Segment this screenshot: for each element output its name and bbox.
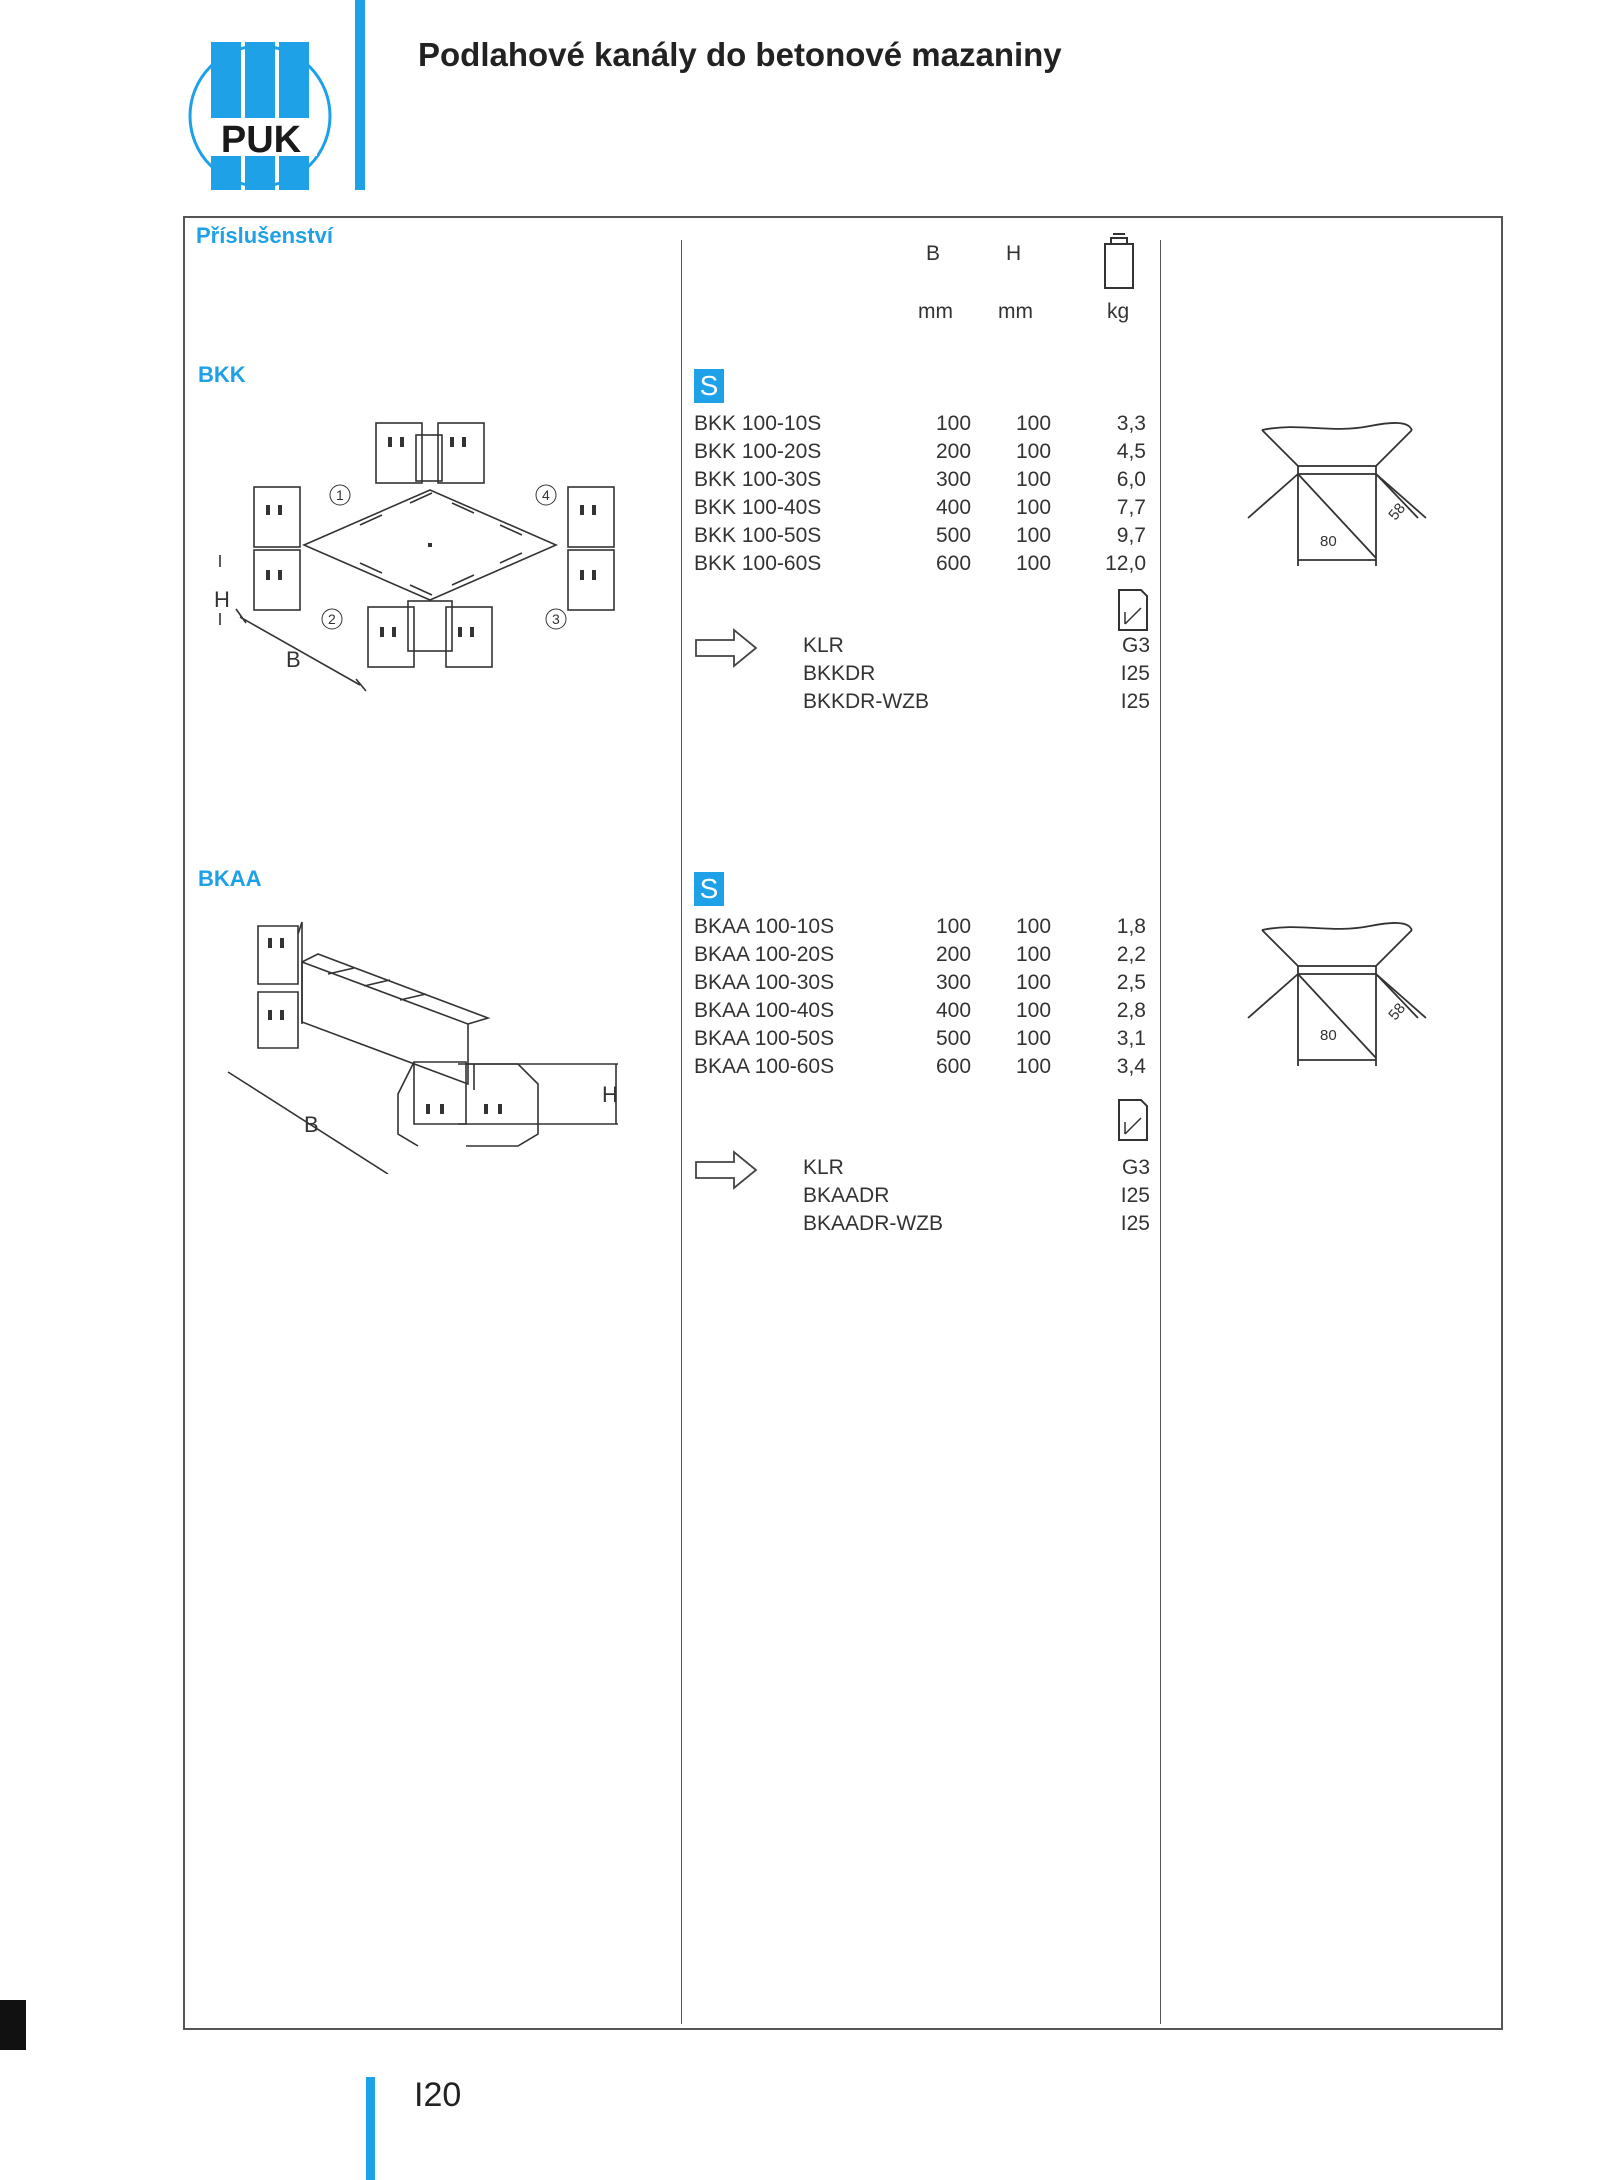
reference-page: I25	[1120, 690, 1150, 713]
standard-badge: S	[694, 872, 724, 906]
puk-logo	[185, 40, 335, 192]
arrow-right-icon	[694, 1150, 758, 1195]
table-row-b: 600	[936, 1055, 972, 1078]
product-heading-bkk: BKK	[198, 362, 246, 387]
svg-text:PUK: PUK	[220, 119, 302, 161]
table-row-h: 100	[1016, 552, 1052, 575]
table-row-h: 100	[1016, 468, 1052, 491]
table-row-b: 100	[936, 915, 972, 938]
svg-text:2: 2	[328, 611, 336, 627]
weight-icon	[1101, 232, 1137, 295]
table-row-code: BKK 100-10S	[694, 412, 822, 435]
table-row-code: BKAA 100-20S	[694, 943, 835, 966]
svg-text:58: 58	[1385, 500, 1409, 524]
table-row-code: BKAA 100-60S	[694, 1055, 835, 1078]
svg-text:1: 1	[336, 487, 344, 503]
table-row-kg: 4,5	[1116, 440, 1146, 463]
table-row-code: BKAA 100-10S	[694, 915, 835, 938]
table-row-h: 100	[1016, 524, 1052, 547]
table-row-code: BKK 100-40S	[694, 496, 822, 519]
table-row-b: 400	[936, 999, 972, 1022]
table-row-b: 600	[936, 552, 972, 575]
table-row-b: 100	[936, 412, 972, 435]
table-row-h: 100	[1016, 496, 1052, 519]
svg-text:H: H	[602, 1082, 618, 1107]
reference-name: KLR	[803, 634, 844, 657]
table-row-kg: 2,5	[1116, 971, 1146, 994]
table-row-kg: 2,8	[1116, 999, 1146, 1022]
table-row-code: BKK 100-20S	[694, 440, 822, 463]
table-row-h: 100	[1016, 999, 1052, 1022]
table-row-kg: 12,0	[1105, 552, 1146, 575]
table-row-b: 500	[936, 1027, 972, 1050]
col-h-header: H	[1006, 242, 1022, 265]
table-row-b: 300	[936, 468, 972, 491]
reference-name: BKKDR-WZB	[803, 690, 929, 713]
table-row-kg: 7,7	[1116, 496, 1146, 519]
table-row-code: BKK 100-60S	[694, 552, 822, 575]
table-row-h: 100	[1016, 915, 1052, 938]
svg-text:58: 58	[1385, 1000, 1409, 1024]
table-row-h: 100	[1016, 440, 1052, 463]
section-heading: Příslušenství	[196, 223, 333, 248]
col-b-unit: mm	[918, 300, 953, 323]
product-heading-bkaa: BKAA	[198, 866, 262, 891]
table-row-h: 100	[1016, 971, 1052, 994]
table-row-kg: 3,3	[1116, 412, 1146, 435]
bkaa-section-drawing	[1240, 918, 1430, 1073]
svg-text:80: 80	[1320, 533, 1337, 550]
reference-page: I25	[1120, 1212, 1150, 1235]
table-row-code: BKAA 100-30S	[694, 971, 835, 994]
table-row-kg: 2,2	[1116, 943, 1146, 966]
reference-page: G3	[1121, 634, 1150, 657]
reference-name: BKKDR	[803, 662, 876, 685]
arrow-right-icon	[694, 628, 758, 673]
table-row-code: BKK 100-30S	[694, 468, 822, 491]
table-row-h: 100	[1016, 1055, 1052, 1078]
svg-text:4: 4	[542, 487, 550, 503]
table-row-kg: 3,1	[1116, 1027, 1146, 1050]
reference-name: BKAADR-WZB	[803, 1212, 944, 1235]
col-weight-unit: kg	[1107, 300, 1130, 323]
reference-page: G3	[1121, 1156, 1150, 1179]
table-row-b: 400	[936, 496, 972, 519]
table-row-code: BKK 100-50S	[694, 524, 822, 547]
table-row-b: 200	[936, 440, 972, 463]
accent-bar	[355, 0, 365, 190]
page-title: Podlahové kanály do betonové mazaniny	[418, 36, 1062, 73]
table-row-b: 200	[936, 943, 972, 966]
table-row-code: BKAA 100-40S	[694, 999, 835, 1022]
table-row-kg: 1,8	[1116, 915, 1146, 938]
reference-name: BKAADR	[803, 1184, 890, 1207]
table-row-code: BKAA 100-50S	[694, 1027, 835, 1050]
table-row-kg: 9,7	[1116, 524, 1146, 547]
edge-tab	[0, 2000, 26, 2050]
page-reference-icon	[1117, 1098, 1149, 1147]
standard-badge: S	[694, 369, 724, 403]
reference-name: KLR	[803, 1156, 844, 1179]
svg-text:3: 3	[552, 611, 560, 627]
bkk-drawing	[200, 395, 660, 720]
table-row-b: 300	[936, 971, 972, 994]
svg-text:H: H	[214, 587, 230, 612]
page-reference-icon	[1117, 588, 1149, 637]
bkk-section-drawing	[1240, 418, 1430, 573]
table-row-b: 500	[936, 524, 972, 547]
reference-page: I25	[1120, 1184, 1150, 1207]
col-h-unit: mm	[998, 300, 1033, 323]
column-divider	[1160, 240, 1161, 2024]
svg-text:B: B	[304, 1112, 319, 1137]
table-row-h: 100	[1016, 1027, 1052, 1050]
footer-accent-bar	[366, 2077, 375, 2180]
svg-text:B: B	[286, 647, 301, 672]
table-row-kg: 6,0	[1116, 468, 1146, 491]
page-number: I20	[414, 2076, 462, 2114]
table-row-kg: 3,4	[1116, 1055, 1146, 1078]
table-row-h: 100	[1016, 412, 1052, 435]
svg-text:80: 80	[1320, 1027, 1337, 1044]
bkaa-drawing	[218, 914, 658, 1179]
reference-page: I25	[1120, 662, 1150, 685]
table-row-h: 100	[1016, 943, 1052, 966]
col-b-header: B	[926, 242, 941, 265]
column-divider	[681, 240, 682, 2024]
